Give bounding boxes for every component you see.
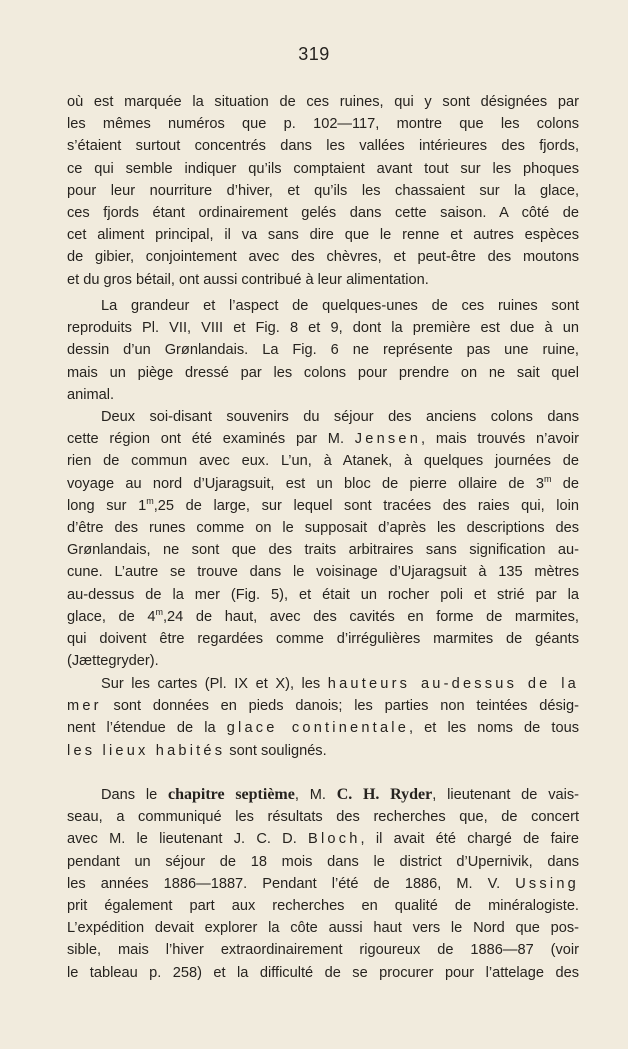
page-number: 319: [298, 44, 330, 64]
text-line: pour leur nourriture d’hiver, et qu’ils les chassaient sur la glace,: [67, 182, 579, 199]
text-line: cune. L’autre se trouve dans le voisinage d’Ujaragsuit à 135 mètres: [67, 564, 579, 581]
text-line: le tableau p. 258) et la difficulté de se procurer pour l’attelage des: [67, 964, 579, 981]
paragraph-ruins-location: [67, 91, 579, 291]
text-line: s’étaient surtout concentrés dans les vallées intérieures des fjords,: [67, 138, 579, 155]
paragraph-ruins-reproductions: [67, 295, 579, 406]
text-line: long sur 1$^m$,25 de large, sur lequel sont tracées des raies qui, loin: [67, 495, 579, 514]
text-line: de gibier, conjointement avec des chèvres, et peut-être des moutons: [67, 249, 579, 266]
text-line: dessin d’un Grønlandais. La Fig. 6 ne représente pas une ruine,: [67, 342, 579, 359]
chapter-reference: chapitre septième: [168, 786, 295, 803]
text-line: cet aliment principal, il va sans dire que le renne et autres espèces: [67, 227, 579, 244]
text-line: avec M. le lieutenant J. C. D. Bloch, il avait été chargé de faire: [67, 831, 579, 848]
text-line: d’être des runes comme on le supposait d’après les descriptions des: [67, 519, 579, 536]
text-line: ces fjords étant ordinairement gelés dans cette saison. A côté de: [67, 204, 579, 221]
text-line: rien de commun avec eux. L’un, à Atanek, à quelques journées de: [67, 453, 579, 470]
text-line: glace, de 4$^m$,24 de haut, avec des cavités en forme de marmites,: [67, 606, 579, 625]
paragraph-chapter-seven: [67, 784, 579, 984]
text-line: L’expédition devait explorer la côte aussi haut vers le Nord que pos-: [67, 920, 579, 937]
text-line: pendant un séjour de 18 mois dans le district d’Upernivik, dans: [67, 853, 579, 870]
text-line: voyage au nord d’Ujaragsuit, est un bloc de pierre ollaire de 3$^m$ de: [67, 473, 579, 492]
text-line: Deux soi-disant souvenirs du séjour des anciens colons dans: [101, 409, 579, 425]
text-line: La grandeur et l’aspect de quelques-unes de ces ruines sont: [101, 298, 579, 314]
text-line: les années 1886—1887. Pendant l’été de 1886, M. V. Ussing: [67, 875, 579, 892]
text-line: seau, a communiqué les résultats des recherches que, de concert: [67, 809, 579, 826]
text-line: Dans le chapitre septième, M. C. H. Ryder, lieutenant de vais-: [101, 786, 580, 803]
text-line: Sur les cartes (Pl. IX et X), les hauteurs au-dessus de la: [101, 676, 579, 692]
text-line: sible, mais l’hiver extraordinairement rigoureux de 1886—87 (voir: [67, 942, 579, 959]
text-line: au-dessus de la mer (Fig. 5), et était un rocher poli et strié par la: [67, 586, 579, 603]
text-line: animal.: [67, 386, 115, 403]
text-line: cette région ont été examinés par M. Jensen, mais trouvés n’avoir: [67, 431, 579, 448]
paragraph-souvenirs: [67, 406, 579, 672]
text-line: prit également part aux recherches en qualité de minéralogiste.: [67, 897, 579, 914]
author-name: C. H. Ryder: [336, 786, 433, 803]
text-line: les mêmes numéros que p. 102—117, montre que les colons: [67, 116, 579, 133]
text-line: (Jættegryder).: [67, 653, 159, 670]
text-line: nent l’étendue de la glace continentale, et les noms de tous: [67, 720, 579, 737]
paragraph-maps: [67, 673, 579, 762]
text-line: qui doivent être regardées comme d’irrégulières marmites de géants: [67, 630, 579, 647]
text-line: ce qui semble indiquer qu’ils comptaient avant tout sur les phoques: [67, 160, 579, 177]
text-line: mer sont données en pieds danois; les parties non teintées désig-: [67, 698, 579, 715]
person-name-jensen: Jensen: [354, 431, 422, 448]
text-line: reproduits Pl. VII, VIII et Fig. 8 et 9, dont la première est due à un: [67, 320, 579, 337]
text-line: les lieux habités sont soulignés.: [67, 742, 327, 759]
text-line: et du gros bétail, ont aussi contribué à leur alimentation.: [67, 271, 429, 288]
text-line: où est marquée la situation de ces ruines, qui y sont désignées par: [67, 94, 579, 110]
text-line: Grønlandais, ne sont que des traits arbitraires sans signification au-: [67, 542, 579, 559]
text-line: mais un piège dressé par les colons pour prendre on ne sait quel: [67, 364, 579, 381]
